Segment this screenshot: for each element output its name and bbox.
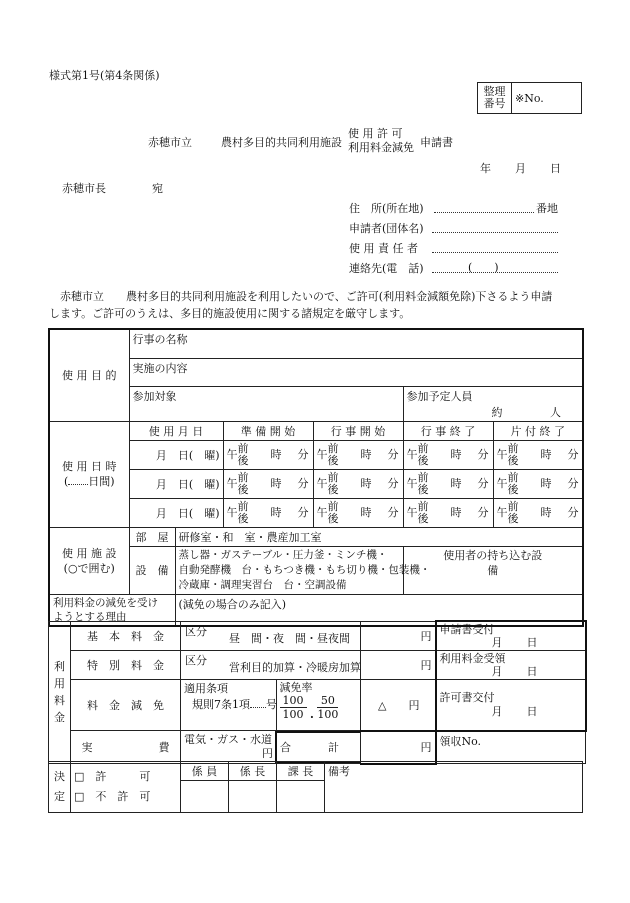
schedule-label xyxy=(49,421,129,527)
day-label: 日 xyxy=(526,636,538,649)
hour-label: 時 xyxy=(360,476,372,490)
remarks-label: 備考 xyxy=(328,765,350,778)
addressee: 赤穂市長 xyxy=(62,182,106,195)
minute-label: 分 xyxy=(297,447,309,461)
cleanup-time-field[interactable] xyxy=(493,498,583,527)
basic-fee-amount[interactable] xyxy=(361,621,436,651)
rule-label: 規則7条1項 xyxy=(192,698,250,711)
minute-label: 分 xyxy=(477,447,489,461)
zen-label: 前 xyxy=(507,499,519,513)
utility-items-label: 電気・ガス・水道 xyxy=(184,733,272,746)
hour-label: 時 xyxy=(540,476,552,490)
fee-received-field[interactable] xyxy=(436,651,586,680)
minute-label: 分 xyxy=(297,505,309,519)
staff-header: 係 員 xyxy=(181,762,229,781)
ampm-stack xyxy=(238,501,249,525)
total-text: 合 計 xyxy=(280,741,340,754)
day-label: 日 xyxy=(526,665,538,678)
basic-fee-label: 基 本 料 金 xyxy=(71,621,181,651)
rate-numerator-2: 50 xyxy=(317,694,338,708)
fees-table xyxy=(48,620,587,765)
am-label: 午 xyxy=(496,447,508,461)
responsible-field[interactable] xyxy=(432,242,558,253)
equipment-line-1: 蒸し器・ガステーブル・圧力釜・ミンチ機・ xyxy=(178,548,388,561)
am-label: 午 xyxy=(406,505,418,519)
responsible-label: 使 用 責 任 者 xyxy=(349,242,418,255)
col-prep-start: 準 備 開 始 xyxy=(223,421,313,440)
facility-circle-note: (○で囲む) xyxy=(63,561,115,575)
minute-label: 分 xyxy=(477,505,489,519)
title-options xyxy=(348,127,414,155)
schedule-paren-open: ( xyxy=(63,475,69,488)
go-label: 後 xyxy=(237,453,249,467)
participants-label: 参加対象 xyxy=(132,389,177,403)
go-number-label: 号 xyxy=(266,698,277,711)
basic-kubun-options: 昼 間・夜 間・昼夜間 xyxy=(229,631,350,645)
am-label: 午 xyxy=(226,447,238,461)
am-label: 午 xyxy=(316,505,328,519)
cleanup-time-field[interactable] xyxy=(493,469,583,498)
expected-count-label: 参加予定人員 xyxy=(406,389,473,403)
am-label: 午 xyxy=(406,476,418,490)
total-amount[interactable] xyxy=(361,731,436,764)
reduction-label-1: 利用料金の減免を受け xyxy=(53,596,158,609)
seiri-number-box xyxy=(477,82,582,114)
schedule-row xyxy=(49,498,583,527)
permit-issued-label: 許可書交付 xyxy=(439,690,495,704)
go-label: 後 xyxy=(237,482,249,496)
decision-table xyxy=(48,761,583,813)
schedule-label-text: 使 用 日 時 xyxy=(62,460,117,473)
zen-label: 前 xyxy=(507,441,519,455)
reduction-rate-label: 減免率 xyxy=(279,681,313,694)
month-label: 月 xyxy=(491,636,503,649)
yen-label: 円 xyxy=(262,747,273,760)
equipment-line-3: 冷蔵庫・調理実習台 台・空調設備 xyxy=(178,578,347,591)
zen-label: 前 xyxy=(237,470,249,484)
rate-denominator-1: 100 xyxy=(282,708,304,721)
room-label: 部 屋 xyxy=(129,527,175,546)
fees-label-char: 利 xyxy=(54,660,65,674)
col-event-start: 行 事 開 始 xyxy=(313,421,403,440)
ampm-stack xyxy=(238,472,249,496)
am-label: 午 xyxy=(496,476,508,490)
fees-label xyxy=(49,621,71,764)
rate-fraction-2 xyxy=(317,694,338,721)
content-label: 実施の内容 xyxy=(132,361,188,375)
reduction-fee-cell xyxy=(181,680,361,731)
application-received-field[interactable] xyxy=(436,621,586,651)
zen-label: 前 xyxy=(327,470,339,484)
reduction-amount[interactable] xyxy=(361,680,436,731)
fees-label-char: 用 xyxy=(54,677,65,691)
facility-label-text: 使 用 施 設 xyxy=(62,546,117,560)
am-label: 午 xyxy=(226,505,238,519)
minute-label: 分 xyxy=(387,505,399,519)
ampm-stack xyxy=(508,501,519,525)
basic-kubun-label: 区分 xyxy=(185,624,207,638)
triangle-mark: △ xyxy=(378,698,387,712)
utility-cost-field[interactable] xyxy=(181,732,276,762)
go-label: 後 xyxy=(417,453,429,467)
go-label: 後 xyxy=(327,482,339,496)
reduction-note: (減免の場合のみ記入) xyxy=(178,597,287,611)
ampm-stack xyxy=(508,472,519,496)
seiri-label-2: 番号 xyxy=(483,97,506,110)
special-fee-category[interactable] xyxy=(181,651,361,680)
go-label: 後 xyxy=(237,511,249,525)
content-field[interactable] xyxy=(129,358,583,386)
am-label: 午 xyxy=(496,505,508,519)
ampm-stack xyxy=(328,501,339,525)
minute-label: 分 xyxy=(387,476,399,490)
room-options[interactable]: 研修室・和 室・農産加工室 xyxy=(175,527,583,546)
seiri-value[interactable]: ※No. xyxy=(512,83,582,114)
end-time-field[interactable] xyxy=(403,469,493,498)
minute-label: 分 xyxy=(567,447,579,461)
schedule-row xyxy=(49,440,583,469)
fees-label-char: 料 xyxy=(54,694,65,708)
decision-label-1: 決 xyxy=(54,770,65,783)
intro-line-1: 赤穂市立 農村多目的共同利用施設を利用したいので、ご許可(利用料金減額免除)下さるよう申請 xyxy=(60,290,553,303)
ampm-stack xyxy=(328,443,339,467)
actual-cost-cell xyxy=(181,731,361,764)
schedule-days-label: 日間) xyxy=(88,475,115,488)
am-label: 午 xyxy=(406,447,418,461)
col-use-date: 使 用 月 日 xyxy=(129,421,223,440)
am-label: 午 xyxy=(316,476,328,490)
hour-label: 時 xyxy=(270,505,282,519)
reduction-fee-label: 料 金 減 免 xyxy=(71,680,181,731)
hour-label: 時 xyxy=(450,505,462,519)
date-month: 月 xyxy=(515,162,526,175)
end-time-field[interactable] xyxy=(403,440,493,469)
expected-count-field[interactable] xyxy=(403,386,583,421)
title-option-permit: 使 用 許 可 xyxy=(348,127,403,140)
equipment-options[interactable] xyxy=(175,546,431,594)
minute-label: 分 xyxy=(297,476,309,490)
reduction-rate-field[interactable] xyxy=(276,680,361,730)
fees-label-char: 金 xyxy=(54,711,65,725)
deny-checkbox[interactable]: □ 不 許 可 xyxy=(74,790,151,803)
days-field[interactable] xyxy=(68,476,88,485)
fee-received-label: 利用料金受領 xyxy=(439,652,506,665)
rate-dot: . xyxy=(310,708,314,721)
address-field[interactable] xyxy=(434,202,534,213)
use-date-field[interactable]: 月 日( 曜) xyxy=(129,469,223,498)
ampm-stack xyxy=(508,443,519,467)
use-date-field[interactable]: 月 日( 曜) xyxy=(129,498,223,527)
title-suffix: 申請書 xyxy=(420,136,453,149)
go-label: 後 xyxy=(327,453,339,467)
ampm-stack xyxy=(418,443,429,467)
hour-label: 時 xyxy=(270,447,282,461)
ampm-stack xyxy=(238,443,249,467)
yen-label: 円 xyxy=(408,698,420,712)
hour-label: 時 xyxy=(360,447,372,461)
reduction-label-2: ようとする理由 xyxy=(53,610,127,623)
address-label: 住 所(所在地) xyxy=(349,202,424,215)
special-kubun-label: 区分 xyxy=(185,654,207,667)
decision-label-2: 定 xyxy=(54,790,65,803)
minute-label: 分 xyxy=(567,505,579,519)
rule-number-field[interactable] xyxy=(250,699,266,708)
hour-label: 時 xyxy=(540,505,552,519)
seiri-label-1: 整理 xyxy=(483,85,506,98)
contact-label: 連絡先(電 話) xyxy=(349,262,424,275)
equipment-label: 設 備 xyxy=(129,546,175,594)
yen-label: 円 xyxy=(420,741,432,754)
minute-label: 分 xyxy=(567,476,579,490)
address-suffix: 番地 xyxy=(536,202,558,215)
go-label: 後 xyxy=(327,511,339,525)
zen-label: 前 xyxy=(237,499,249,513)
prep-time-field[interactable] xyxy=(223,440,313,469)
contact-paren: ( ) xyxy=(468,261,499,274)
application-table xyxy=(48,328,584,627)
application-received-label: 申請書受付 xyxy=(439,623,495,636)
form-number: 様式第1号(第4条関係) xyxy=(49,69,160,82)
seiri-label xyxy=(478,83,512,114)
ampm-stack xyxy=(418,501,429,525)
hour-label: 時 xyxy=(270,476,282,490)
go-label: 後 xyxy=(417,482,429,496)
start-time-field[interactable] xyxy=(313,498,403,527)
special-kubun-options: 営利目的加算・冷暖房加算 xyxy=(229,661,361,674)
decision-label xyxy=(49,762,71,813)
approx-label: 約 xyxy=(491,405,503,419)
col-cleanup-end: 片 付 終 了 xyxy=(493,421,583,440)
applicant-name-field[interactable] xyxy=(432,222,558,233)
special-fee-amount[interactable] xyxy=(361,651,436,680)
cleanup-time-field[interactable] xyxy=(493,440,583,469)
addressee-suffix: 宛 xyxy=(152,182,163,195)
yen-label: 円 xyxy=(420,659,432,672)
zen-label: 前 xyxy=(327,499,339,513)
zen-label: 前 xyxy=(417,441,429,455)
manager-stamp[interactable] xyxy=(277,781,325,813)
prep-time-field[interactable] xyxy=(223,469,313,498)
date-day: 日 xyxy=(550,162,561,175)
start-time-field[interactable] xyxy=(313,469,403,498)
prep-time-field[interactable] xyxy=(223,498,313,527)
zen-label: 前 xyxy=(417,470,429,484)
participants-field[interactable] xyxy=(129,386,403,421)
ampm-stack xyxy=(418,472,429,496)
total-label xyxy=(276,732,361,762)
title-facility: 農村多目的共同利用施設 xyxy=(221,136,342,149)
actual-inner xyxy=(181,731,361,763)
decision-options xyxy=(71,762,181,813)
equipment-line-2: 自動発酵機 台・もちつき機・もち切り機・包装機・ xyxy=(178,563,431,576)
applicant-name-label: 申請者(団体名) xyxy=(349,222,424,235)
event-name-label: 行事の名称 xyxy=(132,333,188,346)
use-date-field[interactable]: 月 日( 曜) xyxy=(129,440,223,469)
purpose-label: 使 用 目 的 xyxy=(49,329,129,421)
special-fee-label: 特 別 料 金 xyxy=(71,651,181,680)
zen-label: 前 xyxy=(507,470,519,484)
rate-denominator-2: 100 xyxy=(317,708,339,721)
go-label: 後 xyxy=(507,482,519,496)
event-name-field[interactable] xyxy=(129,329,583,358)
start-time-field[interactable] xyxy=(313,440,403,469)
remarks-field[interactable] xyxy=(325,762,583,813)
title-option-reduction: 利用料金減免 xyxy=(348,141,414,154)
basic-fee-category[interactable] xyxy=(181,621,361,651)
title-city: 赤穂市立 xyxy=(148,136,192,149)
persons-label: 人 xyxy=(550,405,561,419)
rate-fraction-1 xyxy=(280,694,307,721)
month-label: 月 xyxy=(491,704,503,718)
am-label: 午 xyxy=(316,447,328,461)
chief-header: 係 長 xyxy=(229,762,277,781)
manager-header: 課 長 xyxy=(277,762,325,781)
ampm-stack xyxy=(328,472,339,496)
facility-label xyxy=(49,527,129,594)
month-label: 月 xyxy=(491,665,503,678)
applicable-clause-label: 適用条項 xyxy=(184,682,228,695)
hour-label: 時 xyxy=(450,476,462,490)
receipt-number-label: 領収No. xyxy=(439,734,482,748)
hour-label: 時 xyxy=(450,447,462,461)
day-label: 日 xyxy=(526,704,538,718)
zen-label: 前 xyxy=(237,441,249,455)
schedule-row xyxy=(49,469,583,498)
go-label: 後 xyxy=(507,511,519,525)
permit-issued-field[interactable] xyxy=(436,680,586,731)
intro-line-2: します。ご許可のうえは、多目的施設使用に関する諸規定を厳守します。 xyxy=(49,307,411,320)
go-label: 後 xyxy=(417,511,429,525)
chief-stamp[interactable] xyxy=(229,781,277,813)
brought-equipment-label-2: 備 xyxy=(487,563,499,577)
date-year: 年 xyxy=(480,162,491,175)
permit-checkbox[interactable]: □ 許 可 xyxy=(74,770,151,783)
actual-cost-label: 実 費 xyxy=(71,731,181,764)
reduction-inner xyxy=(181,680,361,730)
am-label: 午 xyxy=(226,476,238,490)
end-time-field[interactable] xyxy=(403,498,493,527)
rate-numerator-1: 100 xyxy=(280,694,307,708)
minute-label: 分 xyxy=(387,447,399,461)
yen-label: 円 xyxy=(420,629,432,643)
zen-label: 前 xyxy=(417,499,429,513)
staff-stamp[interactable] xyxy=(181,781,229,813)
receipt-number-field[interactable] xyxy=(436,731,586,764)
hour-label: 時 xyxy=(360,505,372,519)
go-label: 後 xyxy=(507,453,519,467)
zen-label: 前 xyxy=(327,441,339,455)
applicable-clause-field[interactable] xyxy=(181,680,276,730)
brought-equipment-label-1: 使用者の持ち込む設 xyxy=(443,548,543,562)
col-event-end: 行 事 終 了 xyxy=(403,421,493,440)
hour-label: 時 xyxy=(540,447,552,461)
minute-label: 分 xyxy=(477,476,489,490)
